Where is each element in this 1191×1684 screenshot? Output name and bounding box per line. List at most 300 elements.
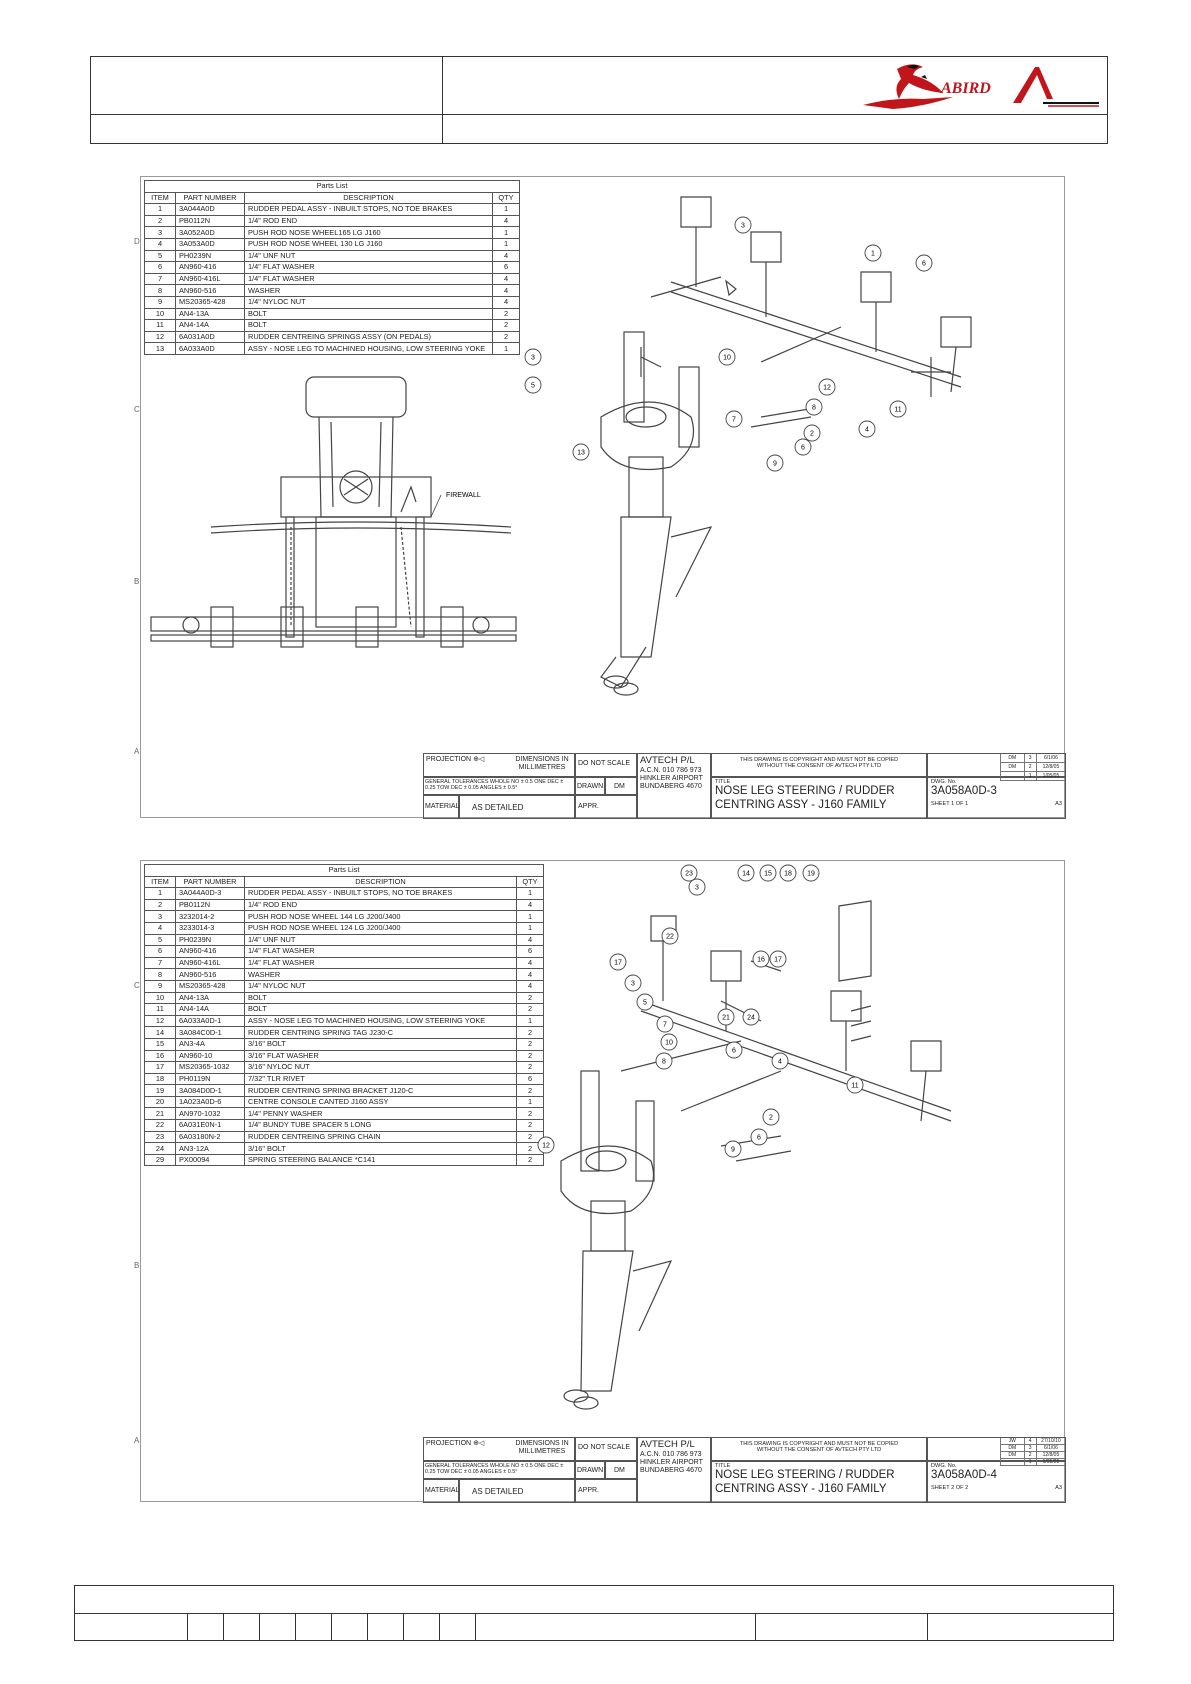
table-cell: RUDDER CENTRING SPRING TAG J230-C bbox=[245, 1027, 517, 1039]
table-row bbox=[145, 1027, 544, 1039]
table-cell: PB0112N bbox=[176, 215, 245, 227]
table-cell: 2 bbox=[493, 308, 520, 320]
callout-number: 16 bbox=[757, 956, 765, 964]
callout-number: 9 bbox=[773, 460, 777, 468]
table-cell: 6A033A0D-1 bbox=[176, 1015, 245, 1027]
material-value: AS DETAILED bbox=[459, 795, 575, 819]
isometric-assembly-drawing bbox=[521, 870, 1066, 1421]
table-row bbox=[145, 320, 520, 332]
callout-number: 10 bbox=[665, 1039, 673, 1047]
page-footer bbox=[74, 1585, 1114, 1641]
table-cell: 3/16" NYLOC NUT bbox=[245, 1062, 517, 1074]
tolerances-note: GENERAL TOLERANCES WHOLE NO ± 0.5 ONE DEC ± 0.25 TOW DEC ± 0.05 ANGLES ± 0.5° bbox=[423, 1461, 575, 1479]
drawing-number: 3A058A0D-4 bbox=[931, 1469, 997, 1482]
table-cell: 3/16" BOLT bbox=[245, 1038, 517, 1050]
table-cell: 4 bbox=[517, 980, 544, 992]
table-cell: AN960-416L bbox=[176, 957, 245, 969]
column-header: DESCRIPTION bbox=[245, 192, 493, 204]
company-address: HINKLER AIRPORT bbox=[640, 774, 703, 782]
revision-row bbox=[1000, 1452, 1065, 1459]
callout-number: 9 bbox=[731, 1146, 735, 1154]
callout-number: 14 bbox=[742, 870, 750, 878]
table-cell: 1 bbox=[493, 227, 520, 239]
callout-number: 6 bbox=[922, 260, 926, 268]
callout-number: 7 bbox=[663, 1021, 667, 1029]
callout-number: 3 bbox=[631, 980, 635, 988]
table-cell: 1/4" ROD END bbox=[245, 215, 493, 227]
table-cell: 7 bbox=[145, 273, 176, 285]
callout-number: 6 bbox=[801, 444, 805, 452]
table-cell: BOLT bbox=[245, 308, 493, 320]
table-cell: 1/4" NYLOC NUT bbox=[245, 980, 517, 992]
header-divider bbox=[442, 57, 443, 143]
parts-list-title: Parts List bbox=[145, 181, 520, 193]
table-cell: 17 bbox=[145, 1062, 176, 1074]
column-header: PART NUMBER bbox=[176, 192, 245, 204]
table-cell: BOLT bbox=[245, 1004, 517, 1016]
table-cell: MS20365-1032 bbox=[176, 1062, 245, 1074]
table-cell: PUSH ROD NOSE WHEEL 130 LG J160 bbox=[245, 238, 493, 250]
dwg-no-label: DWG. No. bbox=[931, 779, 957, 785]
company-acn: A.C.N. 010 786 973 bbox=[640, 1450, 702, 1458]
callout-number: 5 bbox=[643, 999, 647, 1007]
zone-marker: C bbox=[134, 981, 140, 990]
callout-number: 24 bbox=[747, 1014, 755, 1022]
table-row bbox=[145, 992, 544, 1004]
callout-number: 3 bbox=[695, 884, 699, 892]
table-row bbox=[145, 262, 520, 274]
table-cell: 21 bbox=[145, 1108, 176, 1120]
table-row bbox=[145, 215, 520, 227]
sheet-size: A3 bbox=[1055, 1484, 1062, 1491]
callout-number: 12 bbox=[823, 384, 831, 392]
table-cell: 2 bbox=[517, 1120, 544, 1132]
drawn-label: DRAWN bbox=[575, 1461, 605, 1479]
table-cell: 3/16" FLAT WASHER bbox=[245, 1050, 517, 1062]
table-cell: 19 bbox=[145, 1085, 176, 1097]
table-cell: 3A084C0D-1 bbox=[176, 1027, 245, 1039]
table-cell: 4 bbox=[493, 250, 520, 262]
table-cell: 1 bbox=[493, 238, 520, 250]
zone-marker: B bbox=[134, 1261, 140, 1270]
table-cell: AN960-516 bbox=[176, 969, 245, 981]
drawing-sheet-2 bbox=[134, 860, 1065, 1502]
drawing-number: 3A058A0D-3 bbox=[931, 785, 997, 798]
callout-number: 6 bbox=[757, 1134, 761, 1142]
copyright-note: THIS DRAWING IS COPYRIGHT AND MUST NOT BE COPIED WITHOUT THE CONSENT OF AVTECH PTY LTD bbox=[711, 1437, 927, 1461]
callout-group bbox=[525, 217, 932, 471]
drawing-title: CENTRING ASSY - J160 FAMILY bbox=[715, 798, 887, 811]
footer-divider bbox=[331, 1613, 332, 1640]
table-cell: 13 bbox=[145, 343, 176, 355]
revision-row bbox=[1000, 1445, 1065, 1452]
drawn-by: DM bbox=[605, 777, 637, 795]
table-row bbox=[145, 899, 544, 911]
callout-number: 11 bbox=[851, 1082, 859, 1090]
dimensions-note: DIMENSIONS IN MILLIMETRES bbox=[515, 756, 569, 772]
table-row bbox=[145, 1143, 544, 1155]
table-cell: PB0112N bbox=[176, 899, 245, 911]
table-cell: 3A044A0D-3 bbox=[176, 888, 245, 900]
do-not-scale-note: DO NOT SCALE bbox=[575, 1437, 637, 1461]
table-cell: 1/4" BUNDY TUBE SPACER 5 LONG bbox=[245, 1120, 517, 1132]
table-cell: 4 bbox=[145, 238, 176, 250]
drawn-by: DM bbox=[605, 1461, 637, 1479]
table-cell: 3 bbox=[145, 227, 176, 239]
zone-marker: B bbox=[134, 577, 140, 586]
callout-number: 17 bbox=[614, 959, 622, 967]
table-cell: 1 bbox=[145, 888, 176, 900]
callout-number: 10 bbox=[723, 354, 731, 362]
footer-divider bbox=[259, 1613, 260, 1640]
table-cell: 1 bbox=[517, 1096, 544, 1108]
column-header: QTY bbox=[493, 192, 520, 204]
table-cell: 3232014-2 bbox=[176, 911, 245, 923]
callout-number: 12 bbox=[542, 1142, 550, 1150]
approved-label: APPR. bbox=[575, 1479, 637, 1503]
company-address: HINKLER AIRPORT bbox=[640, 1458, 703, 1466]
sheet-size: A3 bbox=[1055, 800, 1062, 807]
table-cell: PUSH ROD NOSE WHEEL 124 LG J200/J400 bbox=[245, 922, 517, 934]
zone-marker: D bbox=[134, 237, 140, 246]
table-row bbox=[145, 308, 520, 320]
footer-divider bbox=[75, 1613, 1113, 1614]
parts-list-body bbox=[145, 888, 544, 1166]
table-cell: 11 bbox=[145, 1004, 176, 1016]
callout-number: 15 bbox=[764, 870, 772, 878]
table-cell: 3/16" BOLT bbox=[245, 1143, 517, 1155]
drawing-title: NOSE LEG STEERING / RUDDER bbox=[715, 1469, 895, 1482]
column-header: QTY bbox=[517, 876, 544, 888]
callout-number: 6 bbox=[732, 1047, 736, 1055]
material-label: MATERIAL bbox=[423, 795, 459, 819]
callout-number: 4 bbox=[865, 426, 869, 434]
firewall-label: FIREWALL bbox=[446, 492, 481, 499]
table-row bbox=[145, 204, 520, 216]
table-cell: ASSY - NOSE LEG TO MACHINED HOUSING, LOW STEERING YOKE bbox=[245, 343, 493, 355]
table-cell: 2 bbox=[517, 1108, 544, 1120]
table-cell: 1/4" FLAT WASHER bbox=[245, 957, 517, 969]
table-cell: 4 bbox=[517, 957, 544, 969]
table-cell: 1 bbox=[517, 911, 544, 923]
table-row bbox=[145, 238, 520, 250]
parts-list-title: Parts List bbox=[145, 865, 544, 877]
table-cell: AN4-14A bbox=[176, 320, 245, 332]
table-cell: 6A031A0D bbox=[176, 331, 245, 343]
revision-cell: 27/10/10 bbox=[1036, 1438, 1065, 1444]
table-cell: 1 bbox=[493, 204, 520, 216]
table-cell: 2 bbox=[517, 1143, 544, 1155]
table-cell: PX00094 bbox=[176, 1154, 245, 1166]
do-not-scale-note: DO NOT SCALE bbox=[575, 753, 637, 777]
table-cell: 7/32" TLR RIVET bbox=[245, 1073, 517, 1085]
callout-number: 18 bbox=[784, 870, 792, 878]
column-header: DESCRIPTION bbox=[245, 876, 517, 888]
table-cell: AN960-416L bbox=[176, 273, 245, 285]
table-cell: 11 bbox=[145, 320, 176, 332]
table-cell: 9 bbox=[145, 296, 176, 308]
title-block: PROJECTION ⊕◁ DIMENSIONS IN MILLIMETRES DO NOT SCALE GENERAL TOLERANCES WHOLE NO ± 0.5 ONE DEC ± 0.25 TOW DEC ± 0.05 ANGLES ± 0.5° DRAWN DM MATERIAL AS DETAILED APPR. AVTECH P/L A.C.N. 010 786 973 HINKLER AIRPORT BUNDABERG 4670 THIS DRAWING IS COPYRIGHT AND MUST NOT BE COPIED WITHOUT THE CONSENT OF AVTECH PTY LTD TITLE NOSE LEG STEERING / RUDDER CENTRING ASSY - J160 FAMILY JW 4 27/10/10 DM 3 6/1/06 DM 2 12/8/05 1 1/05/05 DWG. No. 3A058A0D-4 SHEET 2 OF 2 A3 bbox=[423, 1437, 1066, 1503]
svg-text:ABIRD: ABIRD bbox=[941, 80, 991, 97]
table-cell: 2 bbox=[517, 1085, 544, 1097]
front-view-drawing bbox=[141, 367, 521, 667]
callout-number: 8 bbox=[662, 1058, 666, 1066]
callout-number: 5 bbox=[531, 382, 535, 390]
parts-list-table bbox=[144, 864, 544, 1166]
table-cell: 5 bbox=[145, 934, 176, 946]
table-cell: WASHER bbox=[245, 969, 517, 981]
dwg-no-label: DWG. No. bbox=[931, 1463, 957, 1469]
table-cell: 4 bbox=[145, 922, 176, 934]
table-cell: 4 bbox=[517, 969, 544, 981]
tolerances-note: GENERAL TOLERANCES WHOLE NO ± 0.5 ONE DEC ± 0.25 TOW DEC ± 0.05 ANGLES ± 0.5° bbox=[423, 777, 575, 795]
table-cell: 6 bbox=[517, 1073, 544, 1085]
table-cell: 8 bbox=[145, 969, 176, 981]
table-cell: 18 bbox=[145, 1073, 176, 1085]
footer-divider bbox=[439, 1613, 440, 1640]
table-cell: 16 bbox=[145, 1050, 176, 1062]
title-block: PROJECTION ⊕◁ DIMENSIONS IN MILLIMETRES DO NOT SCALE GENERAL TOLERANCES WHOLE NO ± 0.5 ONE DEC ± 0.25 TOW DEC ± 0.05 ANGLES ± 0.5° DRAWN DM MATERIAL AS DETAILED APPR. AVTECH P/L A.C.N. 010 786 973 HINKLER AIRPORT BUNDABERG 4670 THIS DRAWING IS COPYRIGHT AND MUST NOT BE COPIED WITHOUT THE CONSENT OF AVTECH PTY LTD TITLE NOSE LEG STEERING / RUDDER CENTRING ASSY - J160 FAMILY DM 3 6/1/06 DM 2 12/8/05 1 1/05/05 DWG. No. 3A058A0D-3 SHEET 1 OF 1 A3 bbox=[423, 753, 1066, 819]
table-cell: 1 bbox=[517, 922, 544, 934]
footer-divider bbox=[367, 1613, 368, 1640]
table-cell: 1 bbox=[517, 1015, 544, 1027]
drawing-sheet-1 bbox=[134, 176, 1065, 818]
callout-number: 2 bbox=[769, 1114, 773, 1122]
table-cell: 4 bbox=[493, 215, 520, 227]
table-cell: 29 bbox=[145, 1154, 176, 1166]
table-cell: 3A052A0D bbox=[176, 227, 245, 239]
table-cell: AN3-4A bbox=[176, 1038, 245, 1050]
column-header: ITEM bbox=[145, 876, 176, 888]
projection-label: PROJECTION bbox=[426, 1440, 472, 1447]
table-cell: 6 bbox=[145, 946, 176, 958]
table-cell: RUDDER CENTREING SPRING CHAIN bbox=[245, 1131, 517, 1143]
table-cell: 6 bbox=[517, 946, 544, 958]
table-row bbox=[145, 1073, 544, 1085]
footer-divider bbox=[403, 1613, 404, 1640]
table-cell: 2 bbox=[517, 1131, 544, 1143]
table-cell: AN3-12A bbox=[176, 1143, 245, 1155]
company-name: AVTECH P/L bbox=[640, 755, 695, 766]
table-cell: MS20365-428 bbox=[176, 980, 245, 992]
callout-number: 19 bbox=[807, 870, 815, 878]
table-row bbox=[145, 296, 520, 308]
table-cell: AN960-416 bbox=[176, 946, 245, 958]
isometric-assembly-drawing bbox=[521, 177, 1066, 737]
table-cell: 15 bbox=[145, 1038, 176, 1050]
table-cell: 24 bbox=[145, 1143, 176, 1155]
table-cell: 1/4" UNF NUT bbox=[245, 250, 493, 262]
page-header bbox=[90, 56, 1108, 144]
table-cell: 2 bbox=[493, 320, 520, 332]
table-row bbox=[145, 934, 544, 946]
revision-cell: 12/8/05 bbox=[1036, 1452, 1065, 1458]
revision-cell: DM bbox=[1000, 754, 1024, 762]
table-row bbox=[145, 331, 520, 343]
table-cell: AN4-13A bbox=[176, 308, 245, 320]
table-cell: 14 bbox=[145, 1027, 176, 1039]
material-value: AS DETAILED bbox=[459, 1479, 575, 1503]
callout-number: 22 bbox=[666, 933, 674, 941]
revision-cell: 2 bbox=[1024, 763, 1036, 771]
table-cell: 2 bbox=[517, 1027, 544, 1039]
table-row bbox=[145, 957, 544, 969]
revision-cell: 12/8/05 bbox=[1036, 763, 1065, 771]
table-cell: 4 bbox=[493, 296, 520, 308]
table-cell: 4 bbox=[517, 934, 544, 946]
table-cell: 2 bbox=[517, 1062, 544, 1074]
table-row bbox=[145, 1120, 544, 1132]
table-cell: 1/4" NYLOC NUT bbox=[245, 296, 493, 308]
table-cell: PH0239N bbox=[176, 934, 245, 946]
approved-label: APPR. bbox=[575, 795, 637, 819]
table-row bbox=[145, 1062, 544, 1074]
table-cell: 2 bbox=[517, 1038, 544, 1050]
footer-divider bbox=[187, 1613, 188, 1640]
table-cell: AN970-1032 bbox=[176, 1108, 245, 1120]
table-cell: 22 bbox=[145, 1120, 176, 1132]
table-cell: ASSY - NOSE LEG TO MACHINED HOUSING, LOW STEERING YOKE bbox=[245, 1015, 517, 1027]
table-cell: 1/4" PENNY WASHER bbox=[245, 1108, 517, 1120]
table-cell: 1/4" FLAT WASHER bbox=[245, 946, 517, 958]
table-cell: RUDDER CENTRING SPRING BRACKET J120-C bbox=[245, 1085, 517, 1097]
revision-row bbox=[1000, 763, 1065, 772]
footer-divider bbox=[927, 1613, 928, 1640]
table-row bbox=[145, 1038, 544, 1050]
table-row bbox=[145, 1085, 544, 1097]
table-cell: 4 bbox=[517, 899, 544, 911]
table-row bbox=[145, 1015, 544, 1027]
table-cell: RUDDER CENTREING SPRINGS ASSY (ON PEDALS) bbox=[245, 331, 493, 343]
dimensions-note: DIMENSIONS IN MILLIMETRES bbox=[515, 1440, 569, 1456]
parts-list-table bbox=[144, 180, 520, 355]
title-label: TITLE bbox=[715, 779, 731, 785]
company-address: BUNDABERG 4670 bbox=[640, 783, 702, 791]
table-cell: 6A03180N-2 bbox=[176, 1131, 245, 1143]
revision-cell: 1/05/05 bbox=[1036, 1459, 1065, 1465]
table-cell: 3233014-3 bbox=[176, 922, 245, 934]
table-cell: 2 bbox=[517, 1004, 544, 1016]
table-cell: BOLT bbox=[245, 992, 517, 1004]
table-cell: 20 bbox=[145, 1096, 176, 1108]
table-row bbox=[145, 1050, 544, 1062]
table-cell: 2 bbox=[145, 215, 176, 227]
table-cell: RUDDER PEDAL ASSY - INBUILT STOPS, NO TOE BRAKES bbox=[245, 204, 493, 216]
table-cell: 12 bbox=[145, 1015, 176, 1027]
revision-cell: 4 bbox=[1024, 1438, 1036, 1444]
revision-cell: 6/1/06 bbox=[1036, 1445, 1065, 1451]
revision-cell: 1/05/05 bbox=[1036, 772, 1065, 780]
callout-number: 23 bbox=[685, 870, 693, 878]
callout-number: 4 bbox=[778, 1058, 782, 1066]
header-divider bbox=[91, 114, 1107, 115]
table-row bbox=[145, 888, 544, 900]
revision-cell: DM bbox=[1000, 1452, 1024, 1458]
table-cell: 3A053A0D bbox=[176, 238, 245, 250]
footer-divider bbox=[475, 1613, 476, 1640]
table-row bbox=[145, 1096, 544, 1108]
table-cell: 6A033A0D bbox=[176, 343, 245, 355]
revision-row bbox=[1000, 754, 1065, 763]
footer-divider bbox=[755, 1613, 756, 1640]
table-cell: BOLT bbox=[245, 320, 493, 332]
table-row bbox=[145, 946, 544, 958]
table-cell: AN960-10 bbox=[176, 1050, 245, 1062]
table-cell: 2 bbox=[517, 1050, 544, 1062]
callout-number: 13 bbox=[577, 449, 585, 457]
table-cell: WASHER bbox=[245, 285, 493, 297]
table-row bbox=[145, 250, 520, 262]
company-logo bbox=[853, 59, 1103, 113]
revision-cell: 3 bbox=[1024, 754, 1036, 762]
revision-cell: 1 bbox=[1024, 1459, 1036, 1465]
table-cell: 3 bbox=[145, 911, 176, 923]
table-cell: 9 bbox=[145, 980, 176, 992]
table-cell: 10 bbox=[145, 992, 176, 1004]
copyright-note: THIS DRAWING IS COPYRIGHT AND MUST NOT BE COPIED WITHOUT THE CONSENT OF AVTECH PTY LTD bbox=[711, 753, 927, 777]
table-row bbox=[145, 1108, 544, 1120]
table-cell: AN960-416 bbox=[176, 262, 245, 274]
callout-group bbox=[538, 865, 863, 1157]
column-header: PART NUMBER bbox=[176, 876, 245, 888]
table-cell: 6 bbox=[493, 262, 520, 274]
table-cell: 6 bbox=[145, 262, 176, 274]
table-cell: CENTRE CONSOLE CANTED J160 ASSY bbox=[245, 1096, 517, 1108]
table-cell: 2 bbox=[493, 331, 520, 343]
table-cell: 1/4" UNF NUT bbox=[245, 934, 517, 946]
table-cell: 2 bbox=[517, 1154, 544, 1166]
table-cell: 3A044A0D bbox=[176, 204, 245, 216]
table-row bbox=[145, 227, 520, 239]
zone-marker: A bbox=[134, 1436, 140, 1445]
table-cell: 2 bbox=[145, 899, 176, 911]
table-cell: 1/4" ROD END bbox=[245, 899, 517, 911]
revision-cell: JW bbox=[1000, 1438, 1024, 1444]
callout-number: 7 bbox=[732, 416, 736, 424]
parts-list-body bbox=[145, 204, 520, 355]
table-cell: AN960-516 bbox=[176, 285, 245, 297]
table-cell: 3A084D0D-1 bbox=[176, 1085, 245, 1097]
table-cell: SPRING STEERING BALANCE *C141 bbox=[245, 1154, 517, 1166]
company-acn: A.C.N. 010 786 973 bbox=[640, 766, 702, 774]
footer-divider bbox=[295, 1613, 296, 1640]
callout-number: 1 bbox=[871, 250, 875, 258]
table-cell: PUSH ROD NOSE WHEEL165 LG J160 bbox=[245, 227, 493, 239]
callout-number: 3 bbox=[531, 354, 535, 362]
revision-cell: 1 bbox=[1024, 772, 1036, 780]
table-row bbox=[145, 343, 520, 355]
revision-cell: DM bbox=[1000, 1445, 1024, 1451]
revision-cell: 2 bbox=[1024, 1452, 1036, 1458]
table-cell: 8 bbox=[145, 285, 176, 297]
table-cell: 12 bbox=[145, 331, 176, 343]
table-row bbox=[145, 980, 544, 992]
company-name: AVTECH P/L bbox=[640, 1439, 695, 1450]
table-cell: AN4-14A bbox=[176, 1004, 245, 1016]
table-cell: AN4-13A bbox=[176, 992, 245, 1004]
table-cell: 10 bbox=[145, 308, 176, 320]
sheet-number: SHEET 2 OF 2 bbox=[931, 1484, 969, 1491]
callout-number: 2 bbox=[810, 430, 814, 438]
table-cell: MS20365-428 bbox=[176, 296, 245, 308]
table-row bbox=[145, 285, 520, 297]
table-row bbox=[145, 273, 520, 285]
sheet-number: SHEET 1 OF 1 bbox=[931, 800, 969, 807]
table-cell: PH0119N bbox=[176, 1073, 245, 1085]
table-cell: RUDDER PEDAL ASSY - INBUILT STOPS, NO TOE BRAKES bbox=[245, 888, 517, 900]
table-row bbox=[145, 922, 544, 934]
drawing-title: NOSE LEG STEERING / RUDDER bbox=[715, 785, 895, 798]
